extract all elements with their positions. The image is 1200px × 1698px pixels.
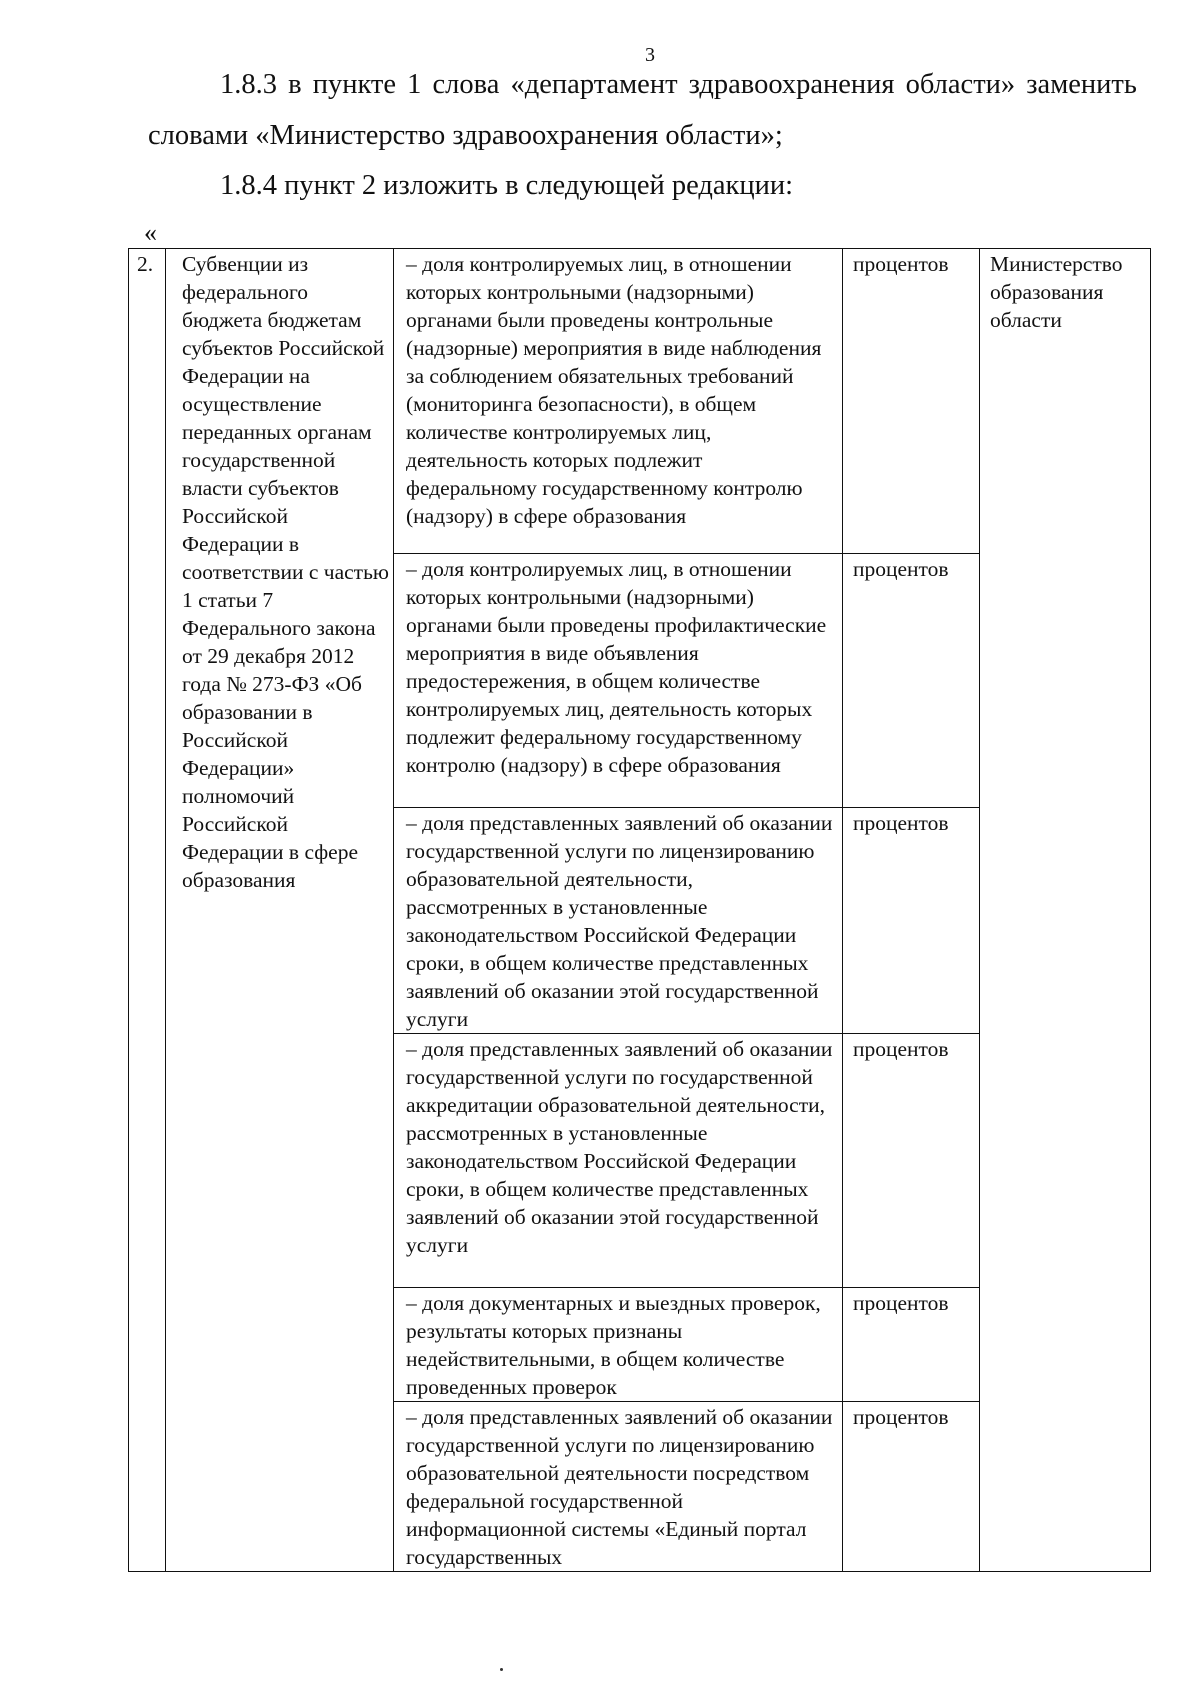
paragraph-1-8-4: 1.8.4 пункт 2 изложить в следующей редакции:: [220, 170, 794, 201]
unit-cell: [843, 1288, 980, 1402]
indicator-cell: [394, 1034, 843, 1288]
unit-cell: [843, 1402, 980, 1572]
indicator-unit: процентов: [853, 252, 949, 276]
unit-cell: [843, 249, 980, 554]
paragraph-1-8-3-continuation: словами «Министерство здравоохранения области»;: [148, 120, 783, 151]
paragraph-1-8-3: 1.8.3 в пункте 1 слова «департамент здравоохранения области» заменить: [220, 69, 1137, 100]
responsible-organization: Министерство образования области: [990, 252, 1123, 332]
unit-cell: [843, 554, 980, 808]
indicator-unit: процентов: [853, 1037, 949, 1061]
unit-cell: [843, 808, 980, 1034]
indicator-text: – доля представленных заявлений об оказании государственной услуги по лицензированию образовательной деятельности посредством федеральной государственной информационной системы «Единый портал государственных: [406, 1405, 833, 1569]
organization-cell: [980, 249, 1151, 1572]
scan-speck: [500, 1668, 503, 1671]
indicator-cell: [394, 1402, 843, 1572]
indicator-text: – доля документарных и выездных проверок, результаты которых признаны недействительными, в общем количестве проведенных проверок: [406, 1291, 821, 1399]
indicator-unit: процентов: [853, 557, 949, 581]
indicator-text: – доля контролируемых лиц, в отношении которых контрольными (надзорными) органами были проведены контрольные (надзорные) мероприятия в виде наблюдения за соблюдением обязательных требований (мониторинга безопасности), в общем количестве контролируемых лиц, деятельность которых подлежит федеральному государственному контролю (надзору) в сфере образования: [406, 252, 822, 528]
indicator-text: – доля представленных заявлений об оказании государственной услуги по лицензированию образовательной деятельности, рассмотренных в установленные законодательством Российской Федерации сроки, в общем количестве представленных заявлений об оказании этой государственной услуги: [406, 811, 833, 1031]
indicator-unit: процентов: [853, 1291, 949, 1315]
indicator-unit: процентов: [853, 811, 949, 835]
row-number: 2.: [137, 252, 154, 276]
indicator-unit: процентов: [853, 1405, 949, 1429]
indicator-cell: [394, 249, 843, 554]
indicator-cell: [394, 554, 843, 808]
row-number-cell: [129, 249, 166, 1572]
indicator-text: – доля представленных заявлений об оказании государственной услуги по государственной аккредитации образовательной деятельности, рассмотренных в установленные законодательством Российской Федерации сроки, в общем количестве представленных заявлений об оказании этой государственной услуги: [406, 1037, 833, 1257]
opening-quote-mark: «: [144, 218, 157, 247]
subvention-description: Субвенции из федерального бюджета бюджетам субъектов Российской Федерации на осуществление переданных органам государственной власти субъектов Российской Федерации в соответствии с частью 1 статьи 7 Федерального закона от 29 декабря 2012 года № 273-ФЗ «Об образовании в Российской Федерации» полномочий Российской Федерации в сфере образования: [182, 252, 389, 892]
description-cell: [166, 249, 394, 1572]
indicators-table: [128, 248, 1151, 1572]
page-number: 3: [645, 44, 655, 66]
indicator-cell: [394, 1288, 843, 1402]
unit-cell: [843, 1034, 980, 1288]
indicator-cell: [394, 808, 843, 1034]
indicator-text: – доля контролируемых лиц, в отношении которых контрольными (надзорными) органами были проведены профилактические мероприятия в виде объявления предостережения, в общем количестве контролируемых лиц, деятельность которых подлежит федеральному государственному контролю (надзору) в сфере образования: [406, 557, 827, 777]
table-row: [129, 249, 1151, 554]
